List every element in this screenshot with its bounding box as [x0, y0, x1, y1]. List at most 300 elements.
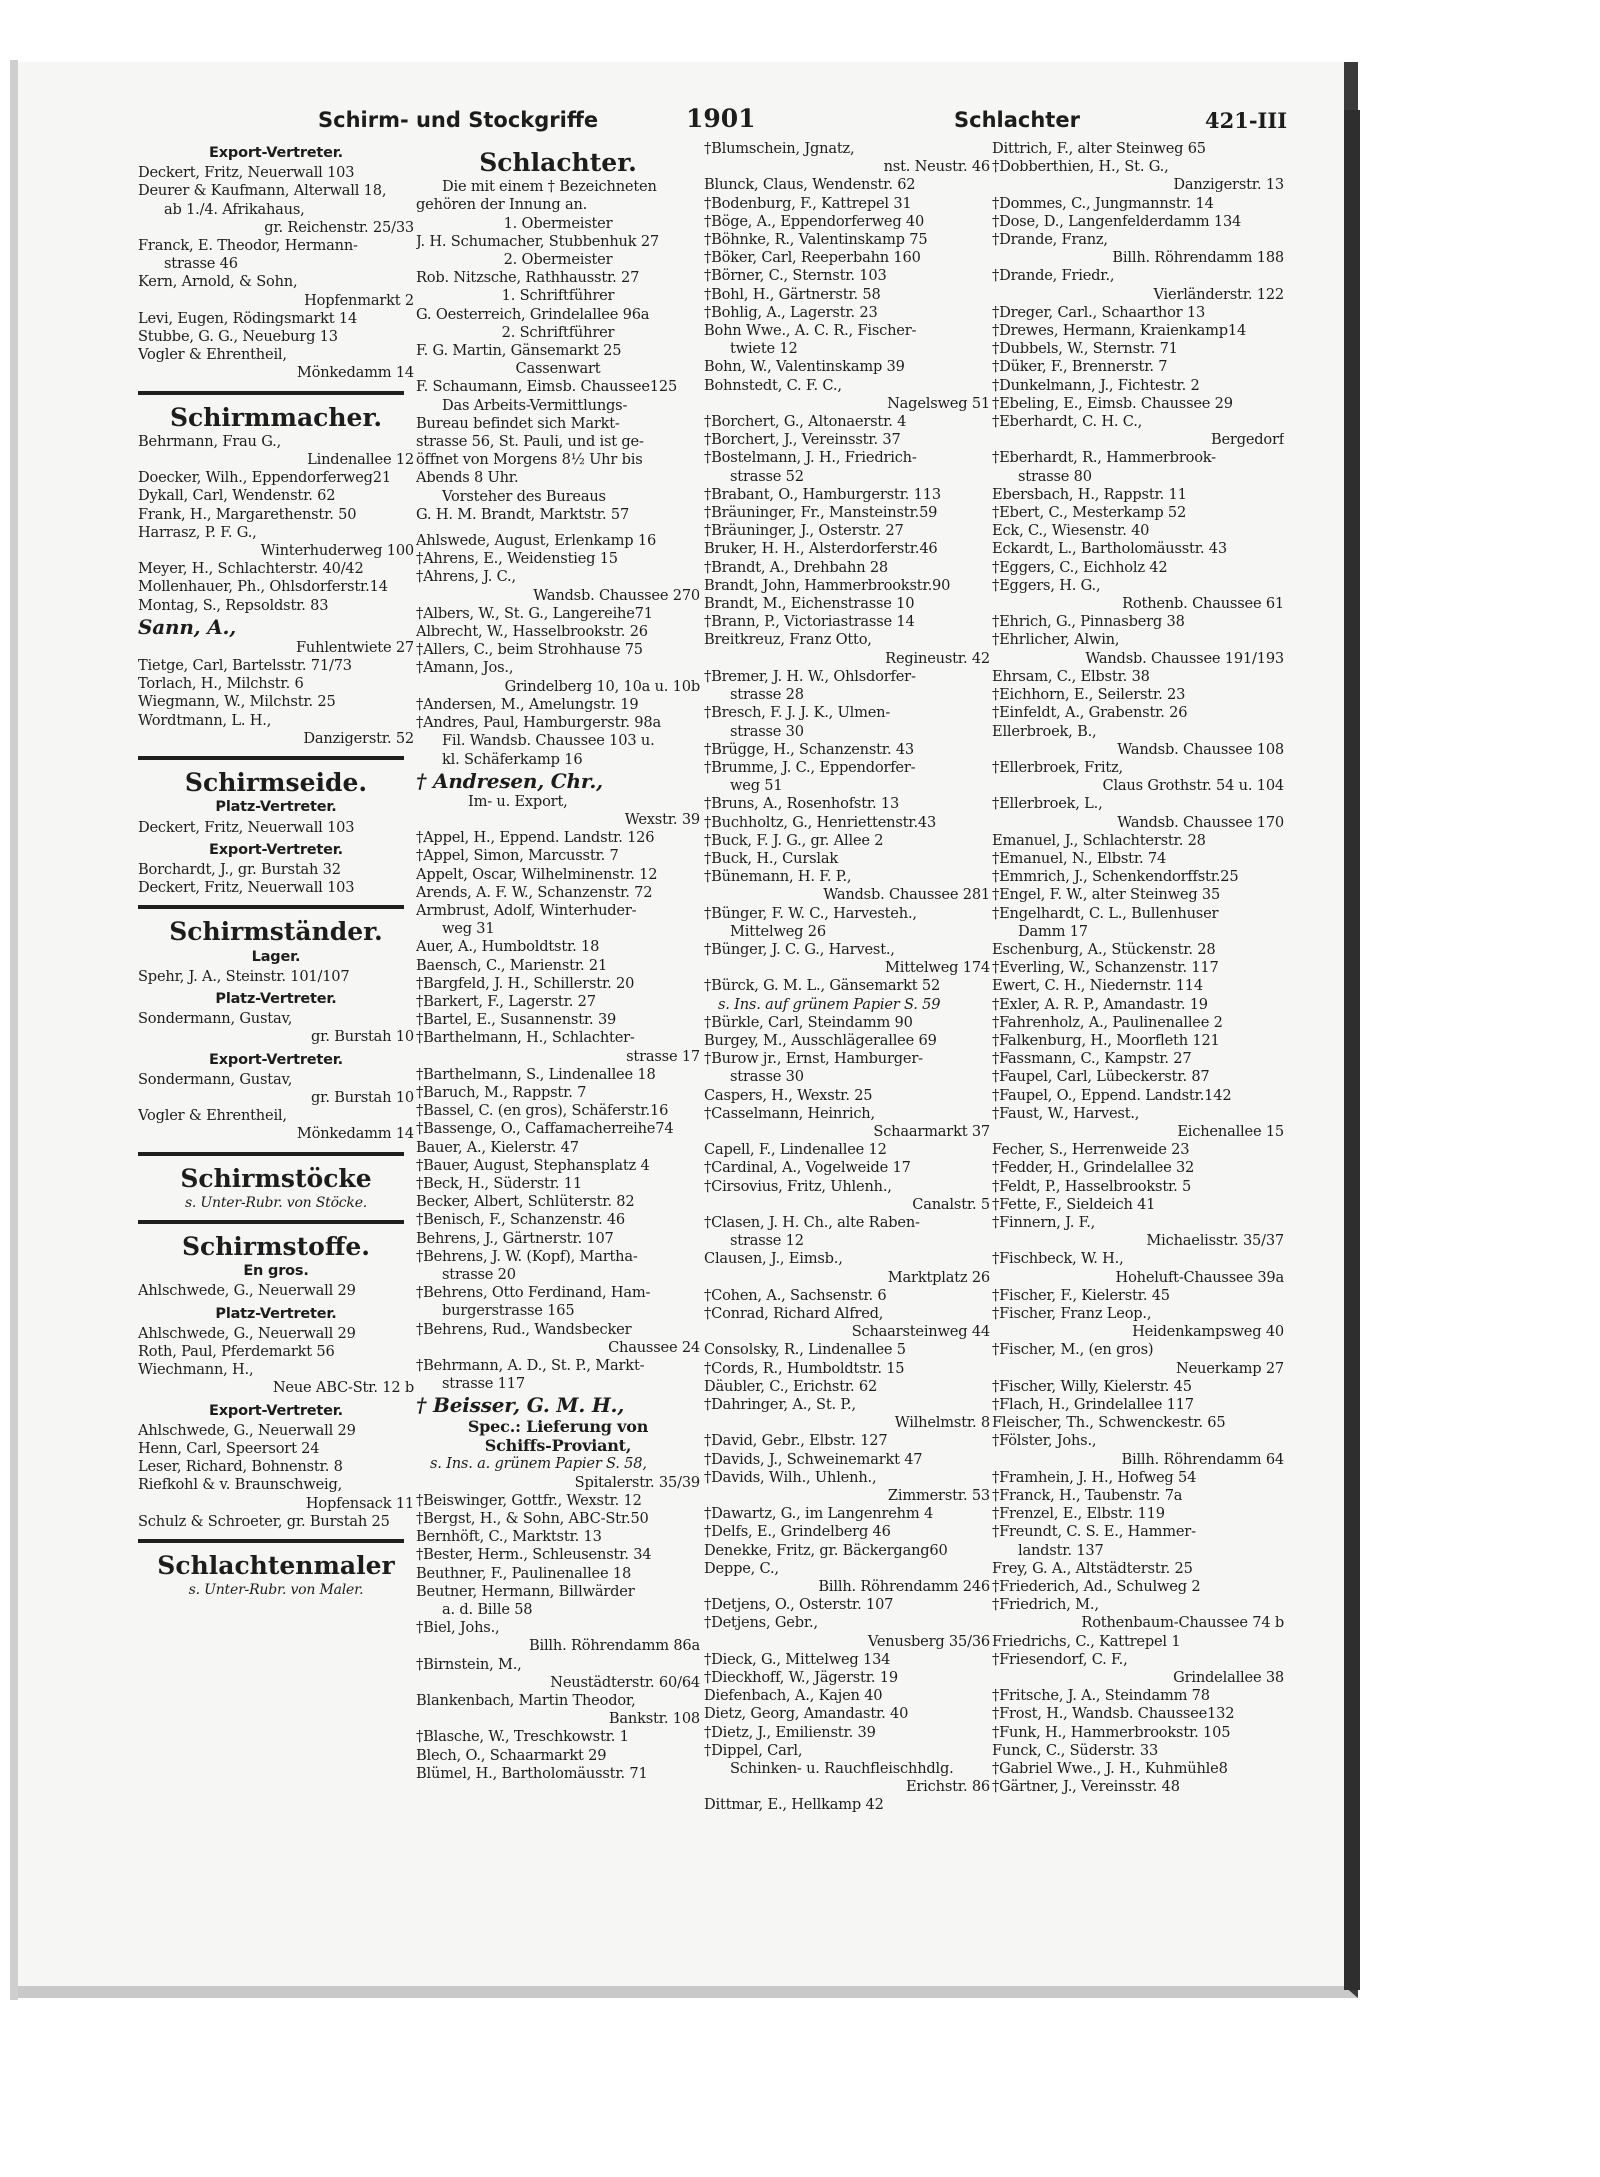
directory-entry-line: †Emmrich, J., Schenkendorffstr.25	[992, 868, 1239, 886]
directory-entry-line: Levi, Eugen, Rödingsmarkt 14	[138, 309, 358, 327]
directory-entry-line: Dietz, Georg, Amandastr. 40	[704, 1705, 909, 1723]
directory-entry-line: †Frenzel, E., Elbstr. 119	[992, 1505, 1165, 1523]
directory-entry-line: Tietge, Carl, Bartelsstr. 71/73	[138, 657, 352, 675]
directory-entry-line: Wiechmann, H.,	[138, 1361, 254, 1379]
directory-entry-line: †Biel, Johs.,	[416, 1619, 500, 1637]
directory-entry-line: Deckert, Fritz, Neuerwall 103	[138, 164, 355, 182]
directory-entry-line: strasse 30	[730, 722, 804, 740]
directory-entry-line: Mollenhauer, Ph., Ohlsdorferstr.14	[138, 578, 388, 596]
directory-entry-line: Appelt, Oscar, Wilhelminenstr. 12	[416, 865, 658, 883]
directory-entry-line: †Conrad, Richard Alfred,	[704, 1305, 884, 1322]
directory-entry-line: Fil. Wandsb. Chaussee 103 u.	[442, 732, 655, 750]
directory-entry-line: †Clasen, J. H. Ch., alte Raben-	[704, 1213, 920, 1231]
directory-entry-line: †Engel, F. W., alter Steinweg 35	[992, 886, 1221, 904]
directory-entry-line: Schulz & Schroeter, gr. Burstah 25	[138, 1512, 390, 1530]
directory-entry-line: †Amann, Jos.,	[416, 659, 514, 677]
section-heading: Schirmseide.	[184, 768, 368, 798]
subsection-heading: Export-Vertreter.	[209, 1051, 343, 1068]
directory-entry-line: Canalstr. 5	[912, 1195, 990, 1213]
directory-entry-line: †Bünger, F. W. C., Harvesteh.,	[704, 904, 917, 922]
cross-reference: s. Unter-Rubr. von Maler.	[188, 1582, 364, 1599]
directory-entry-line: Friedrichs, C., Kattrepel 1	[992, 1632, 1181, 1650]
directory-entry-line: Beutner, Hermann, Billwärder	[416, 1582, 635, 1600]
directory-entry-line: Zimmerstr. 53	[887, 1487, 990, 1505]
directory-entry-line: Behrens, J., Gärtnerstr. 107	[416, 1229, 614, 1247]
directory-entry-line: †Eichhorn, E., Seilerstr. 23	[992, 686, 1186, 704]
directory-entry-line: †Fischer, Willy, Kielerstr. 45	[992, 1377, 1192, 1395]
directory-entry-line: Ahlschwede, G., Neuerwall 29	[138, 1282, 356, 1300]
directory-entry-line: †Bostelmann, J. H., Friedrich-	[704, 449, 917, 467]
directory-entry-line: gehören der Innung an.	[416, 196, 588, 214]
directory-entry-line: †Barkert, F., Lagerstr. 27	[416, 992, 596, 1010]
directory-entry-line: Auer, A., Humboldtstr. 18	[416, 938, 600, 956]
directory-entry-line: Wiegmann, W., Milchstr. 25	[138, 693, 336, 711]
office-title: 1. Schriftführer	[501, 287, 615, 305]
specialty-note: Schiffs-Proviant,	[484, 1436, 632, 1456]
section-rule	[138, 756, 404, 760]
directory-entry-line: Hopfenmarkt 2	[304, 291, 414, 309]
directory-entry-line: Billh. Röhrendamm 64	[1121, 1450, 1284, 1468]
directory-entry-line: Eckardt, L., Bartholomäusstr. 43	[992, 540, 1227, 558]
directory-entry-line: †Blasche, W., Treschkowstr. 1	[416, 1728, 629, 1746]
directory-entry-line: †Bargfeld, J. H., Schillerstr. 20	[416, 974, 635, 992]
directory-entry-line: Blech, O., Schaarmarkt 29	[416, 1746, 607, 1764]
directory-entry-line: Clausen, J., Eimsb.,	[704, 1250, 843, 1268]
directory-entry-line: †Behrens, J. W. (Kopf), Martha-	[416, 1247, 638, 1265]
directory-entry-line: †Dose, D., Langenfelderdamm 134	[992, 212, 1242, 230]
directory-entry-line: Wandsb. Chaussee 170	[1117, 813, 1284, 831]
directory-entry-line: †Allers, C., beim Strohhause 75	[416, 641, 643, 659]
directory-entry-line: twiete 12	[730, 340, 798, 358]
directory-entry-line: †Dieck, G., Mittelweg 134	[704, 1650, 891, 1668]
directory-entry-line: †Buchholtz, G., Henriettenstr.43	[704, 813, 937, 831]
directory-entry-line: Bankstr. 108	[608, 1710, 700, 1728]
directory-entry-line: strasse 20	[442, 1265, 516, 1283]
directory-entry-line: Bohn Wwe., A. C. R., Fischer-	[704, 322, 917, 340]
directory-entry-line: strasse 56, St. Pauli, und ist ge-	[416, 433, 644, 451]
directory-entry-line: weg 31	[442, 920, 495, 938]
running-header	[0, 102, 1600, 142]
directory-entry-line: Ahlschwede, G., Neuerwall 29	[138, 1324, 356, 1342]
directory-entry-line: †Dubbels, W., Sternstr. 71	[992, 340, 1178, 358]
directory-entry-line: †Ebert, C., Mesterkamp 52	[992, 504, 1187, 522]
directory-entry-line: †Bartel, E., Susannenstr. 39	[416, 1011, 617, 1029]
specialty-note: Spec.: Lieferung von	[467, 1417, 649, 1437]
directory-entry-line: †Dahringer, A., St. P.,	[704, 1396, 856, 1414]
directory-entry-line: †Albers, W., St. G., Langereihe71	[416, 604, 653, 622]
directory-entry-line: †Düker, F., Brennerstr. 7	[992, 358, 1168, 376]
directory-entry-line: †Ehrlicher, Alwin,	[992, 631, 1120, 649]
directory-entry-line: †Exler, A. R. P., Amandastr. 19	[992, 995, 1208, 1013]
directory-entry-line: Bureau befindet sich Markt-	[416, 414, 620, 432]
subsection-heading: Export-Vertreter.	[209, 841, 343, 858]
directory-entry-line: Hoheluft-Chaussee 39a	[1115, 1268, 1284, 1286]
directory-entry-line: †Cohen, A., Sachsenstr. 6	[704, 1286, 887, 1304]
directory-entry-line: Claus Grothstr. 54 u. 104	[1102, 777, 1284, 795]
directory-entry-line: Meyer, H., Schlachterstr. 40/42	[138, 560, 364, 578]
directory-entry-line: weg 51	[730, 777, 783, 795]
directory-entry-line: Vorsteher des Bureaus	[442, 487, 606, 505]
directory-entry-line: Vogler & Ehrentheil,	[138, 1107, 287, 1125]
directory-entry-line: †Baruch, M., Rappstr. 7	[416, 1083, 587, 1101]
directory-entry-line: †Friesendorf, C. F.,	[992, 1650, 1128, 1668]
directory-entry-line: Damm 17	[1018, 922, 1088, 940]
directory-entry-line: Nagelsweg 51	[887, 394, 990, 412]
directory-entry-line: Roth, Paul, Pferdemarkt 56	[138, 1342, 335, 1360]
directory-entry-line: †Finnern, J. F.,	[992, 1213, 1096, 1231]
directory-entry-line: Capell, F., Lindenallee 12	[704, 1141, 887, 1159]
directory-entry-line: strasse 80	[1018, 467, 1092, 485]
directory-entry-line: Stubbe, G. G., Neueburg 13	[138, 328, 338, 346]
directory-entry-line: Bergedorf	[1210, 431, 1284, 449]
directory-entry-line: †Faust, W., Harvest.,	[992, 1104, 1140, 1122]
directory-entry-line: †Bünemann, H. F. P.,	[704, 868, 852, 886]
directory-entry-line: Spitalerstr. 35/39	[574, 1473, 700, 1491]
directory-entry-line: †Behrens, Rud., Wandsbecker	[416, 1320, 632, 1338]
column-4	[992, 140, 1284, 1796]
directory-entry-line: Brandt, M., Eichenstrasse 10	[704, 595, 915, 613]
directory-entry-line: Blümel, H., Bartholomäusstr. 71	[416, 1764, 648, 1782]
directory-entry-line: landstr. 137	[1018, 1541, 1104, 1559]
directory-entry-line: †Behrmann, A. D., St. P., Markt-	[416, 1357, 645, 1374]
section-rule	[138, 905, 404, 909]
directory-entry-line: †Andres, Paul, Hamburgerstr. 98a	[416, 714, 661, 732]
directory-entry-line: Ewert, C. H., Niedernstr. 114	[992, 977, 1203, 995]
directory-entry-line: Das Arbeits-Vermittlungs-	[442, 396, 628, 414]
directory-entry-line: †Gabriel Wwe., J. H., Kuhmühle8	[992, 1760, 1228, 1778]
header-year: 1901	[686, 104, 756, 133]
directory-entry-line: Frey, G. A., Altstädterstr. 25	[992, 1559, 1193, 1577]
directory-entry-line: †Brügge, H., Schanzenstr. 43	[704, 740, 915, 758]
directory-entry-line: †Bünger, J. C. G., Harvest.,	[704, 940, 895, 958]
directory-entry-line: †Freundt, C. S. E., Hammer-	[992, 1523, 1196, 1541]
directory-entry-line: F. Schaumann, Eimsb. Chaussee125	[416, 378, 678, 396]
directory-entry-line: †Bassel, C. (en gros), Schäferstr.16	[416, 1102, 669, 1120]
directory-entry-line: Ahlschwede, G., Neuerwall 29	[138, 1421, 356, 1439]
directory-entry-line: †Eggers, H. G.,	[992, 576, 1101, 594]
directory-entry-line: Danzigerstr. 52	[303, 729, 414, 747]
directory-entry-line: Wandsb. Chaussee 270	[533, 586, 700, 604]
directory-entry-line: †Bräuninger, J., Osterstr. 27	[704, 522, 904, 540]
directory-entry-line: Riefkohl & v. Braunschweig,	[138, 1476, 343, 1494]
directory-entry-line: †Fedder, H., Grindelallee 32	[992, 1159, 1195, 1177]
directory-entry-line: strasse 30	[730, 1068, 804, 1086]
directory-entry-line: †Franck, H., Taubenstr. 7a	[992, 1487, 1183, 1505]
directory-entry-line: †Behrens, Otto Ferdinand, Ham-	[416, 1284, 651, 1302]
directory-entry-line: †Dippel, Carl,	[704, 1741, 803, 1759]
directory-entry-line: a. d. Bille 58	[442, 1601, 533, 1619]
directory-entry-line: †Buck, H., Curslak	[704, 849, 839, 867]
directory-entry-line: †Blumschein, Jgnatz,	[704, 140, 855, 157]
directory-entry-line: Wordtmann, L. H.,	[138, 711, 272, 729]
directory-entry-line: Schaarsteinweg 44	[851, 1323, 990, 1341]
directory-entry-line: Dykall, Carl, Wendenstr. 62	[138, 487, 336, 505]
directory-entry-line: †Bürkle, Carl, Steindamm 90	[704, 1013, 913, 1031]
directory-entry-line: †Dietz, J., Emilienstr. 39	[704, 1723, 876, 1741]
directory-entry-line: Bohnstedt, C. F. C.,	[704, 376, 842, 394]
directory-entry-line: Erichstr. 86	[905, 1778, 990, 1796]
directory-entry-line: Eichenallee 15	[1177, 1122, 1284, 1140]
directory-entry-line: †Bresch, F. J. J. K., Ulmen-	[704, 704, 891, 722]
directory-entry-line: Montag, S., Repsoldstr. 83	[138, 596, 329, 614]
column-3	[704, 140, 990, 1815]
directory-entry-line: †Fahrenholz, A., Paulinenallee 2	[992, 1013, 1223, 1031]
directory-entry-line: Sondermann, Gustav,	[138, 1070, 293, 1088]
directory-entry-line: †Bürck, G. M. L., Gänsemarkt 52	[704, 977, 941, 995]
directory-entry-line: †Barthelmann, H., Schlachter-	[416, 1029, 635, 1047]
directory-entry-line: †Feldt, P., Hasselbrookstr. 5	[992, 1177, 1192, 1195]
directory-entry-line: Venusberg 35/36	[867, 1632, 990, 1650]
directory-entry-line: Marktplatz 26	[887, 1268, 990, 1286]
directory-entry-line: Breitkreuz, Franz Otto,	[704, 631, 872, 649]
directory-entry-line: †Ellerbroek, Fritz,	[992, 758, 1123, 776]
subsection-heading: Platz-Vertreter.	[215, 1305, 337, 1322]
directory-entry-line: Spehr, J. A., Steinstr. 101/107	[138, 967, 350, 985]
directory-entry-line: †Falkenburg, H., Moorfleth 121	[992, 1031, 1220, 1049]
directory-entry-line: Bohn, W., Valentinskamp 39	[704, 358, 905, 376]
directory-entry-line: †Detjens, Gebr.,	[704, 1614, 818, 1632]
directory-entry-line: †Detjens, O., Osterstr. 107	[704, 1596, 894, 1614]
directory-entry-line: burgerstrasse 165	[442, 1302, 575, 1320]
directory-entry-line: †David, Gebr., Elbstr. 127	[704, 1432, 888, 1450]
directory-entry-line: Schaarmarkt 37	[873, 1122, 990, 1140]
directory-entry-line: F. G. Martin, Gänsemarkt 25	[416, 342, 622, 360]
directory-entry-line: †Andersen, M., Amelungstr. 19	[416, 695, 639, 713]
section-rule	[138, 1539, 404, 1543]
directory-entry-line: †Dunkelmann, J., Fichtestr. 2	[992, 376, 1200, 394]
directory-entry-line: †Buck, F. J. G., gr. Allee 2	[704, 831, 884, 849]
directory-entry-line: †Bremer, J. H. W., Ohlsdorfer-	[704, 667, 916, 685]
directory-entry-line: Mittelweg 174	[884, 959, 990, 977]
directory-entry-line: Beuthner, F., Paulinenallee 18	[416, 1564, 632, 1582]
directory-entry-line: Rothenbaum-Chaussee 74 b	[1081, 1614, 1284, 1632]
directory-entry-line: Eck, C., Wiesenstr. 40	[992, 522, 1150, 540]
directory-entry-line: Brandt, John, Hammerbrookstr.90	[704, 576, 951, 594]
directory-entry-line: Grindelallee 38	[1173, 1669, 1284, 1687]
section-heading: Schirmstoffe.	[181, 1231, 370, 1261]
subsection-heading: Lager.	[251, 948, 301, 965]
directory-entry-line: †Cords, R., Humboldtstr. 15	[704, 1359, 905, 1377]
directory-entry-line: Fuhlentwiete 27	[296, 638, 414, 656]
directory-entry-line: J. H. Schumacher, Stubbenhuk 27	[416, 232, 659, 250]
directory-entry-line: Sondermann, Gustav,	[138, 1010, 293, 1028]
subsection-heading: En gros.	[243, 1263, 309, 1280]
directory-entry-line: Die mit einem † Bezeichneten	[442, 178, 657, 196]
directory-entry-line: Schinken- u. Rauchfleischhdlg.	[730, 1760, 954, 1778]
directory-entry-line: Michaelisstr. 35/37	[1146, 1232, 1284, 1250]
directory-entry-line: strasse 52	[730, 467, 804, 485]
directory-entry-line: Abends 8 Uhr.	[416, 469, 519, 487]
directory-entry-line: Neuerkamp 27	[1176, 1359, 1284, 1377]
directory-entry-line: G. Oesterreich, Grindelallee 96a	[416, 305, 650, 323]
directory-entry-line: †Borchert, J., Vereinsstr. 37	[704, 431, 901, 449]
directory-entry-line: †Fette, F., Sieldeich 41	[992, 1195, 1156, 1213]
header-section-title: Schlachter	[954, 108, 1080, 132]
directory-entry-line: †Brann, P., Victoriastrasse 14	[704, 613, 915, 631]
directory-entry-line: Lindenallee 12	[307, 451, 414, 469]
directory-entry-line: Billh. Röhrendamm 246	[818, 1578, 990, 1596]
directory-entry-line: Denekke, Fritz, gr. Bäckergang60	[704, 1541, 948, 1559]
directory-entry-line: Wexstr. 39	[624, 810, 700, 828]
directory-entry-line: Hopfensack 11	[305, 1494, 414, 1512]
directory-entry-line: †Faupel, O., Eppend. Landstr.142	[992, 1086, 1232, 1104]
directory-entry-line: †Fritsche, J. A., Steindamm 78	[992, 1687, 1210, 1705]
directory-entry-line: †Ebeling, E., Eimsb. Chaussee 29	[992, 394, 1233, 412]
directory-entry-line: Grindelberg 10, 10a u. 10b	[504, 677, 700, 695]
directory-entry-line: Blunck, Claus, Wendenstr. 62	[704, 176, 916, 194]
directory-entry-line: Dittmar, E., Hellkamp 42	[704, 1796, 884, 1814]
directory-entry-line: †Benisch, F., Schanzenstr. 46	[416, 1211, 626, 1229]
directory-entry-line: †Fischer, F., Kielerstr. 45	[992, 1286, 1170, 1304]
section-heading: Schirmstöcke	[180, 1163, 372, 1193]
directory-entry-line: †Beiswinger, Gottfr., Wexstr. 12	[416, 1491, 642, 1509]
featured-entry-name: Sann, A.,	[138, 614, 237, 639]
directory-entry-line: Wandsb. Chaussee 281	[823, 886, 990, 904]
directory-entry-line: †Fölster, Johs.,	[992, 1432, 1097, 1450]
directory-entry-line: Wilhelmstr. 8	[894, 1414, 990, 1432]
directory-entry-line: †Brumme, J. C., Eppendorfer-	[704, 758, 916, 776]
directory-entry-line: Bernhöft, C., Marktstr. 13	[416, 1528, 602, 1546]
directory-entry-line: Diefenbach, A., Kajen 40	[704, 1687, 883, 1705]
directory-entry-line: †Everling, W., Schanzenstr. 117	[992, 959, 1219, 977]
featured-entry-name: † Beisser, G. M. H.,	[416, 1393, 625, 1418]
directory-entry-line: Ehrsam, C., Elbstr. 38	[992, 667, 1150, 685]
directory-entry-line: Deppe, C.,	[704, 1559, 779, 1577]
directory-entry-line: †Eggers, C., Eichholz 42	[992, 558, 1168, 576]
directory-entry-line: Albrecht, W., Hasselbrookstr. 26	[416, 623, 648, 641]
cross-reference: s. Unter-Rubr. von Stöcke.	[184, 1194, 368, 1211]
directory-entry-line: †Dommes, C., Jungmannstr. 14	[992, 194, 1214, 212]
directory-entry-line: †Böker, Carl, Reeperbahn 160	[704, 249, 921, 267]
directory-entry-line: Frank, H., Margarethenstr. 50	[138, 505, 357, 523]
directory-entry-line: †Ahrens, J. C.,	[416, 568, 516, 586]
directory-entry-line: Borchardt, J., gr. Burstah 32	[138, 860, 341, 878]
directory-entry-line: †Ehrich, G., Pinnasberg 38	[992, 613, 1185, 631]
directory-entry-line: †Dawartz, G., im Langenrehm 4	[704, 1505, 934, 1523]
directory-entry-line: Arends, A. F. W., Schanzenstr. 72	[416, 883, 653, 901]
office-title: 2. Obermeister	[503, 251, 613, 269]
spacer	[416, 524, 700, 532]
directory-entry-line: G. H. M. Brandt, Marktstr. 57	[416, 505, 630, 523]
directory-entry-line: Fleischer, Th., Schwenckestr. 65	[992, 1414, 1226, 1432]
directory-entry-line: †Brandt, A., Drehbahn 28	[704, 558, 888, 576]
directory-entry-line: Behrmann, Frau G.,	[138, 432, 282, 450]
directory-entry-line: †Flach, H., Grindelallee 117	[992, 1396, 1194, 1414]
directory-entry-line: Bauer, A., Kielerstr. 47	[416, 1138, 579, 1156]
directory-entry-line: Rob. Nitzsche, Rathhausstr. 27	[416, 269, 640, 287]
directory-entry-line: †Dobberthien, H., St. G.,	[992, 158, 1169, 176]
office-title: 2. Schriftführer	[501, 323, 615, 341]
directory-entry-line: Consolsky, R., Lindenallee 5	[704, 1341, 906, 1359]
directory-entry-line: Leser, Richard, Bohnenstr. 8	[138, 1458, 343, 1476]
directory-entry-line: Blankenbach, Martin Theodor,	[416, 1692, 636, 1710]
directory-entry-line: nst. Neustr. 46	[883, 158, 990, 176]
directory-entry-line: Dittrich, F., alter Steinweg 65	[992, 140, 1206, 157]
directory-entry-line: †Framhein, J. H., Hofweg 54	[992, 1468, 1197, 1486]
directory-entry-line: †Cirsovius, Fritz, Uhlenh.,	[704, 1177, 892, 1195]
directory-entry-line: †Cardinal, A., Vogelweide 17	[704, 1159, 911, 1177]
directory-entry-line: †Frost, H., Wandsb. Chaussee132	[992, 1705, 1235, 1723]
directory-entry-line: †Casselmann, Heinrich,	[704, 1104, 875, 1122]
column-1	[138, 140, 414, 1599]
directory-entry-line: Deurer & Kaufmann, Alterwall 18,	[138, 182, 387, 200]
directory-entry-line: †Bräuninger, Fr., Mansteinstr.59	[704, 504, 938, 522]
directory-entry-line: ab 1./4. Afrikahaus,	[164, 200, 305, 218]
directory-entry-line: †Dreger, Carl., Schaarthor 13	[992, 303, 1206, 321]
directory-entry-line: †Bassenge, O., Caffamacherreihe74	[416, 1120, 674, 1138]
subsection-heading: Platz-Vertreter.	[215, 799, 337, 816]
directory-entry-line: †Böhnke, R., Valentinskamp 75	[704, 231, 928, 249]
subsection-heading: Export-Vertreter.	[209, 1402, 343, 1419]
directory-entry-line: †Friedrich, M.,	[992, 1596, 1099, 1614]
directory-entry-line: Im- u. Export,	[468, 792, 568, 810]
directory-entry-line: †Friederich, Ad., Schulweg 2	[992, 1578, 1201, 1596]
directory-entry-line: †Birnstein, M.,	[416, 1655, 522, 1673]
office-title: Cassenwart	[515, 360, 601, 378]
directory-entry-line: Deckert, Fritz, Neuerwall 103	[138, 879, 355, 897]
directory-entry-line: †Gärtner, J., Vereinsstr. 48	[992, 1778, 1180, 1796]
directory-entry-line: †Bodenburg, F., Kattrepel 31	[704, 194, 912, 212]
page-edge	[10, 60, 18, 2000]
directory-entry-line: gr. Burstah 10	[311, 1088, 414, 1106]
directory-entry-line: Doecker, Wilh., Eppendorferweg21	[138, 469, 391, 487]
directory-entry-line: Neustädterstr. 60/64	[550, 1673, 700, 1691]
section-heading: Schirmmacher.	[169, 402, 383, 432]
directory-entry-line: †Engelhardt, C. L., Bullenhuser	[992, 904, 1219, 922]
directory-entry-line: strasse 46	[164, 255, 238, 273]
directory-entry-line: †Drande, Franz,	[992, 231, 1108, 249]
directory-entry-line: †Ellerbroek, L.,	[992, 795, 1103, 813]
directory-entry-line: Armbrust, Adolf, Winterhuder-	[416, 901, 637, 919]
directory-entry-line: †Funk, H., Hammerbrookstr. 105	[992, 1723, 1231, 1741]
directory-entry-line: †Bester, Herm., Schleusenstr. 34	[416, 1546, 652, 1564]
directory-entry-line: Mittelweg 26	[730, 922, 826, 940]
directory-entry-line: strasse 17	[626, 1047, 700, 1065]
directory-entry-line: †Drewes, Hermann, Kraienkamp14	[992, 322, 1247, 340]
directory-entry-line: gr. Reichenstr. 25/33	[264, 218, 414, 236]
page-shadow	[1344, 110, 1360, 1990]
directory-entry-line: Billh. Röhrendamm 188	[1112, 249, 1284, 267]
section-heading: Schirmständer.	[169, 917, 383, 947]
directory-entry-line: Ebersbach, H., Rappstr. 11	[992, 485, 1187, 503]
directory-entry-line: Kern, Arnold, & Sohn,	[138, 273, 298, 291]
directory-entry-line: Winterhuderweg 100	[260, 542, 414, 560]
directory-entry-line: †Börner, C., Sternstr. 103	[704, 267, 887, 285]
directory-entry-line: Danzigerstr. 13	[1173, 176, 1284, 194]
subsection-heading: Platz-Vertreter.	[215, 990, 337, 1007]
directory-entry-line: Mönkedamm 14	[296, 364, 414, 382]
directory-entry-line: †Drande, Friedr.,	[992, 267, 1115, 285]
directory-entry-line: Baensch, C., Marienstr. 21	[416, 956, 608, 974]
directory-entry-line: †Fischer, Franz Leop.,	[992, 1305, 1152, 1322]
directory-entry-line: †Fischbeck, W. H.,	[992, 1250, 1124, 1268]
directory-entry-line: gr. Burstah 10	[311, 1028, 414, 1046]
directory-entry-line: Billh. Röhrendamm 86a	[528, 1637, 700, 1655]
directory-entry-line: strasse 117	[442, 1375, 525, 1393]
directory-entry-line: Wandsb. Chaussee 108	[1117, 740, 1284, 758]
directory-entry-line: Ahlswede, August, Erlenkamp 16	[416, 532, 657, 550]
insert-reference: s. Ins. a. grünem Papier S. 58,	[430, 1455, 647, 1473]
directory-entry-line: kl. Schäferkamp 16	[442, 750, 583, 768]
directory-entry-line: †Brabant, O., Hamburgerstr. 113	[704, 485, 941, 503]
header-page-number: 421-III	[1205, 108, 1288, 133]
directory-entry-line: öffnet von Morgens 8½ Uhr bis	[416, 451, 643, 469]
directory-entry-line: †Barthelmann, S., Lindenallee 18	[416, 1065, 656, 1083]
directory-entry-line: †Fischer, M., (en gros)	[992, 1341, 1154, 1359]
directory-entry-line: †Delfs, E., Grindelberg 46	[704, 1523, 891, 1541]
directory-entry-line: †Beck, H., Süderstr. 11	[416, 1174, 582, 1192]
directory-entry-line: Vogler & Ehrentheil,	[138, 346, 287, 364]
